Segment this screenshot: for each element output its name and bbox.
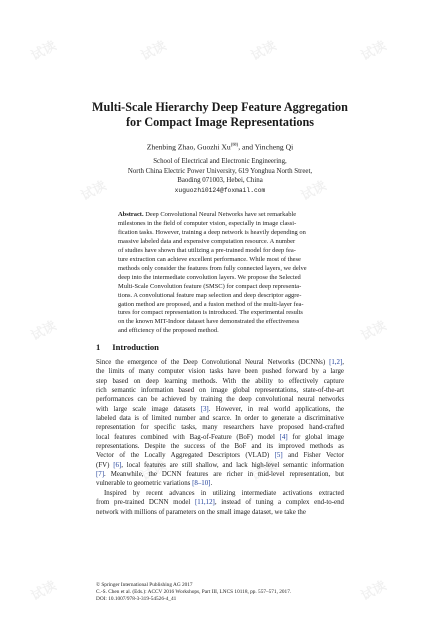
body-line: [96, 414, 344, 423]
body-line: [96, 386, 344, 395]
abstract-line: tures for compact representation is introduced. The experimental results: [118, 309, 303, 317]
body-line: [96, 498, 344, 507]
paper-title: [60, 100, 380, 130]
citation-link[interactable]: [1,2]: [329, 359, 343, 366]
authors-text: Zhenbing Zhao, Guozhi Xu: [146, 142, 231, 152]
body-text: representation for specific tasks, many researchers have proposed hand-crafted: [96, 424, 344, 432]
abstract-line: massive labeled data and expensive computation resource. A number: [118, 237, 296, 245]
affiliation: [60, 157, 380, 195]
citation-link[interactable]: [3]: [200, 405, 209, 413]
citation-link[interactable]: [11,12]: [195, 499, 215, 507]
watermark: 试读: [248, 458, 279, 484]
body-line: [96, 377, 344, 386]
body-line: [96, 442, 344, 451]
abstract-line: gation method are proposed, and a fusion method of the multi-layer fea-: [118, 300, 304, 308]
body-line: [96, 451, 344, 460]
body-text: (FV): [96, 461, 114, 469]
body-text: performances can be achieved by training the deep convolutional neural networks: [96, 396, 344, 404]
body-line: [96, 470, 344, 479]
body-line: [96, 489, 344, 498]
body-text: Vector of the Locally Aggregated Descriptors (VLAD): [96, 452, 275, 460]
citation-link[interactable]: [8–10]: [192, 480, 211, 488]
body-line: [96, 479, 344, 488]
watermark: 试读: [78, 178, 109, 204]
title-line-1: Multi-Scale Hierarchy Deep Feature Aggregation: [92, 100, 348, 114]
authors-tail: , and Yincheng Qi: [238, 142, 294, 152]
section-heading: [96, 342, 159, 352]
corresponding-mark: (✉): [230, 143, 239, 148]
body-text: and Fisher Vector: [282, 452, 345, 460]
body-text: local features combined with Bag-of-Feature (BoF) model: [96, 433, 280, 441]
watermark: 试读: [28, 318, 59, 344]
affiliation-line: North China Electric Power University, 619 Yonghua North Street,: [127, 167, 313, 175]
body-text: Inspired by recent advances in utilizing intermediate activations extracted: [104, 489, 344, 497]
body-text: for global image: [287, 433, 344, 441]
body-line: [96, 461, 344, 470]
abstract-line: and efficiency of the proposed method.: [118, 327, 219, 335]
body-text: . Meanwhile, the DCNN features are richer in mid-level representation, but: [104, 471, 344, 479]
abstract-line: fication tasks. However, training a deep network is heavily depending on: [118, 228, 306, 236]
watermark: 试读: [138, 458, 169, 484]
watermark: 试读: [248, 38, 279, 64]
abstract-line: of studies have shown that utilizing a pre-trained model for deep fea-: [118, 246, 296, 254]
body-text: , local features are still shallow, and lack high-level semantic information: [121, 461, 344, 469]
citation-link[interactable]: [7]: [96, 471, 105, 479]
body-line: [96, 358, 344, 367]
body-line: [96, 395, 344, 404]
citation-link[interactable]: [6]: [113, 461, 122, 469]
author-email[interactable]: xuguozhi0124@foxmail.com: [174, 186, 266, 194]
section-title: Introduction: [112, 342, 159, 352]
copyright-line: © Springer International Publishing AG 2017: [96, 582, 193, 588]
abstract-line: tions. A convolutional feature map selection and deep descriptor aggre-: [118, 291, 302, 299]
abstract-line: deep into the intermediate convolution layers. We propose the Selected: [118, 273, 301, 281]
abstract-line: Multi-Scale Convolution feature (SMSC) for compact deep representa-: [118, 282, 302, 290]
abstract-line: methods only consider the features from fully connected layers, we delve: [118, 264, 307, 272]
body-line: [96, 508, 344, 517]
body-line: [96, 423, 344, 432]
affiliation-line: Baoding 071003, Hebei, China: [177, 177, 263, 184]
affiliation-line: School of Electrical and Electronic Engineering,: [153, 158, 287, 165]
body-text: vulnerable to geometric variations: [96, 480, 193, 488]
abstract-line: on the known MIT-Indoor dataset have demonstrated the effectiveness: [118, 318, 300, 326]
body-text: rich semantic information based on image global representations, state-of-the-art: [96, 387, 344, 395]
watermark: 试读: [138, 38, 169, 64]
body-line: [96, 433, 344, 442]
body-text: , instead of tuning a complex end-to-end: [214, 499, 344, 507]
body-text: representations. Despite the success of the BoF and its improved methods as: [96, 443, 344, 451]
publication-footer: [96, 582, 356, 603]
watermark: 试读: [28, 578, 59, 604]
watermark: 试读: [358, 318, 389, 344]
abstract: [118, 211, 328, 336]
body-text: network with millions of parameters on the small image dataset, we take the: [96, 508, 306, 516]
citation-link[interactable]: [4]: [279, 433, 288, 441]
doi-line: DOI: 10.1007/978-3-319-54526-4_41: [96, 595, 177, 602]
watermark: 试读: [358, 38, 389, 64]
body-text: Since the emergence of the Deep Convolutional Neural Networks (DCNNs): [96, 359, 330, 366]
body-text: . However, in real world applications, the: [208, 405, 344, 413]
watermark: 试读: [358, 578, 389, 604]
watermark: 试读: [28, 38, 59, 64]
citation-line: C.-S. Chen et al. (Eds.): ACCV 2016 Workshops, Part III, LNCS 10118, pp. 557–571, 2017.: [96, 588, 292, 595]
title-line-2: for Compact Image Representations: [125, 115, 315, 129]
body-text: from pre-trained DCNN model: [96, 499, 195, 507]
watermark: 试读: [298, 178, 329, 204]
body-line: [96, 367, 344, 376]
body-text: labeled data is of limited number and scarce. In order to generate a discriminative: [96, 415, 344, 423]
citation-link[interactable]: [5]: [274, 452, 283, 460]
body-text: step based on deep learning methods. With the ability to effectively capture: [96, 377, 344, 385]
author-list: [60, 141, 380, 153]
body-text: ,: [342, 359, 344, 366]
body-text: with large scale image datasets: [96, 405, 201, 413]
body-line: [96, 405, 344, 414]
abstract-line: Deep Convolutional Neural Networks have set remarkable: [145, 211, 297, 218]
abstract-line: ture extraction can achieve excellent performance. While most of these: [118, 255, 301, 263]
abstract-keyword: Abstract.: [118, 211, 144, 218]
abstract-line: milestones in the field of computer vision, especially in image classi-: [118, 219, 297, 227]
section-number: 1: [96, 342, 101, 352]
body-text: the limits of many computer vision tasks have been pushed forward by a large: [96, 368, 344, 376]
body-text: .: [210, 480, 213, 488]
introduction-body: [96, 358, 344, 517]
